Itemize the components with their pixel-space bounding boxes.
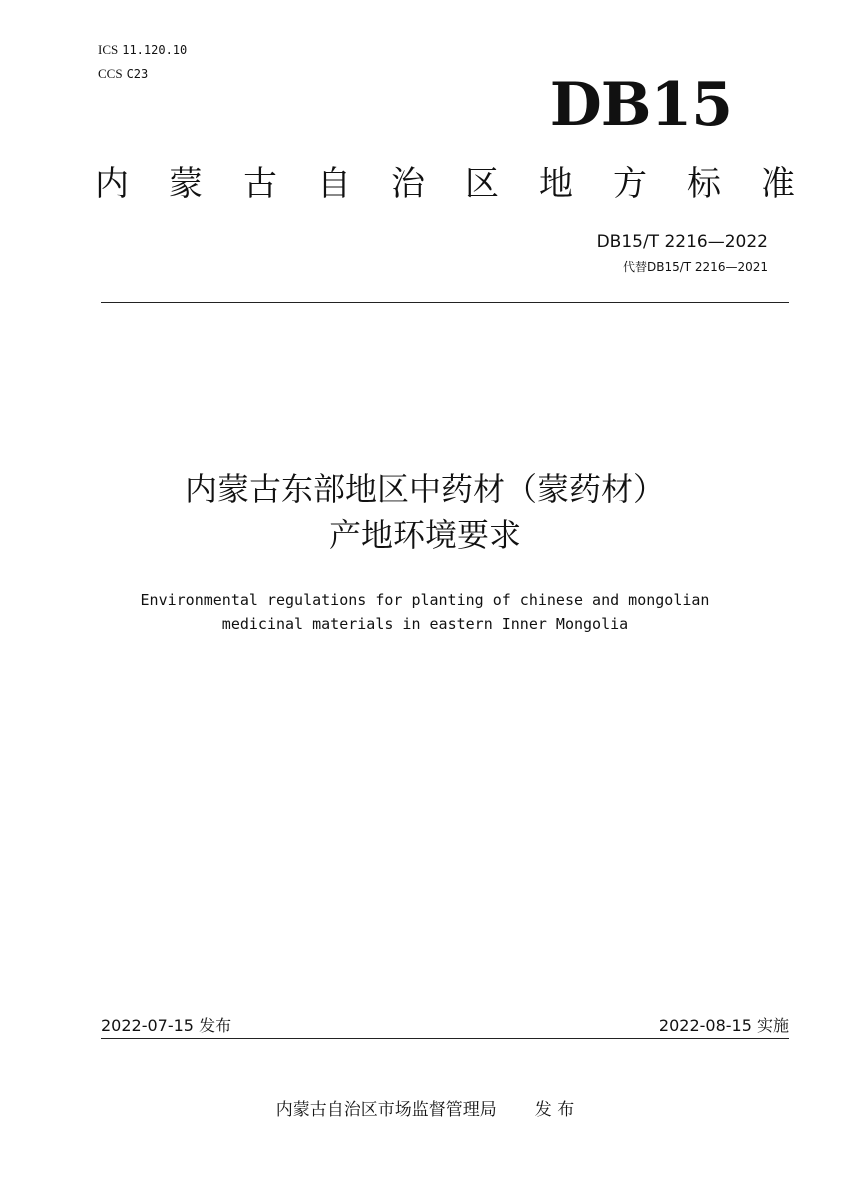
standard-type-char: 治	[391, 164, 425, 204]
chinese-title-line-1: 内蒙古东部地区中药材（蒙药材）	[184, 470, 665, 508]
issuer-action: 发 布	[534, 1100, 575, 1120]
standard-type-char: 内	[95, 164, 129, 204]
standard-type-char: 地	[539, 164, 573, 204]
english-title-line-2: medicinal materials in eastern Inner Mongolia	[221, 615, 629, 633]
replaces-standard: 代替DB15/T 2216—2021	[622, 260, 768, 274]
chinese-title	[0, 466, 850, 558]
standard-number: DB15/T 2216—2022	[596, 232, 768, 252]
top-divider	[101, 302, 789, 303]
standard-type-heading	[95, 162, 795, 206]
standard-type-char: 方	[613, 164, 647, 204]
ics-classification	[98, 42, 187, 58]
standard-type-char: 古	[243, 164, 277, 204]
chinese-title-line-2: 产地环境要求	[328, 516, 521, 554]
implementation-date: 2022-08-15 实施	[658, 1016, 789, 1035]
standard-type-char: 标	[687, 164, 721, 204]
bottom-divider	[101, 1038, 789, 1039]
ccs-code: C23	[126, 67, 149, 81]
ics-label: ICS	[98, 42, 119, 57]
ics-code: 11.120.10	[122, 43, 188, 57]
issuing-authority	[0, 1098, 850, 1122]
ccs-classification	[98, 66, 148, 82]
issuer-name: 内蒙古自治区市场监督管理局	[275, 1100, 497, 1120]
standard-type-char: 蒙	[169, 164, 203, 204]
english-title	[0, 588, 850, 636]
standard-type-char: 自	[317, 164, 351, 204]
db-standard-mark: DB15	[549, 70, 732, 140]
issue-date: 2022-07-15 发布	[101, 1016, 232, 1035]
ccs-label: CCS	[98, 66, 123, 81]
english-title-line-1: Environmental regulations for planting of chinese and mongolian	[140, 591, 710, 609]
standard-type-char: 区	[465, 164, 499, 204]
standard-type-char: 准	[761, 164, 795, 204]
